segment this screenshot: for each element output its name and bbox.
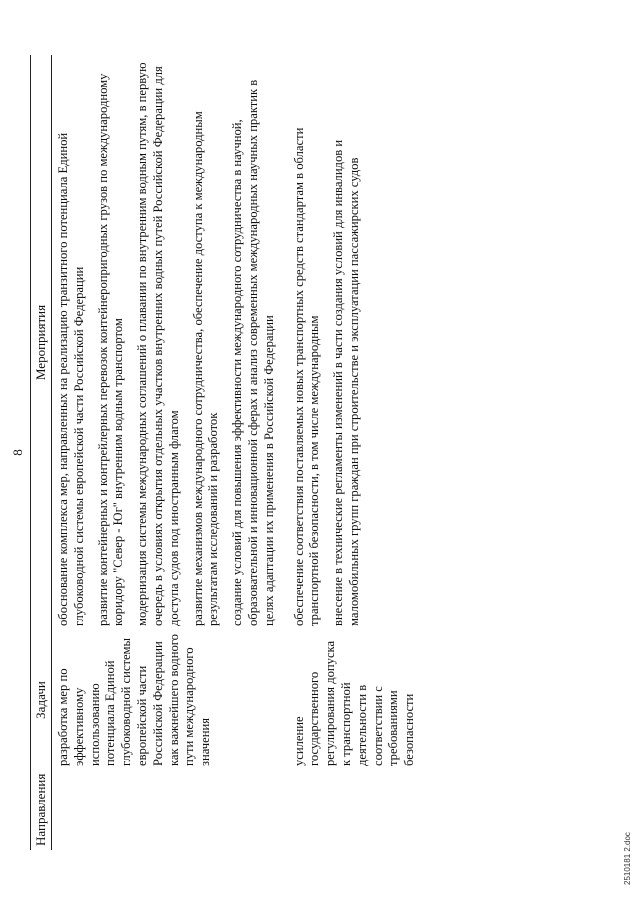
measures-table (30, 55, 420, 850)
page-number: 8 (10, 449, 25, 456)
direction-cell (52, 770, 288, 850)
task-cell: разработка мер по эффективному использованию потенциала Единой глубоководной системы европейской части Российской Федерации как важнейшего водного пути международного значения (56, 634, 213, 766)
measures-cell (52, 55, 288, 630)
table-row (288, 55, 420, 850)
measure-item: внесение в технические регламенты изменений в части создания условий для инвалидов и маломобильных групп граждан при строительстве и эксплуатации пассажирских судов (331, 139, 361, 626)
header-measures: Мероприятия (31, 55, 52, 630)
table-row (52, 55, 288, 850)
measure-item: модернизация системы международных соглашений о плавании по внутренним водным путям, в первую очередь в условиях открытия отдельных участков внутренних водных путей Российской Федерации для доступа судов под иностранным флагом (135, 62, 181, 626)
header-tasks: Задачи (31, 630, 52, 770)
measures-cell (288, 55, 420, 630)
measure-item: создание условий для повышения эффективности международного сотрудничества в научной, образовательной и инновационной сферах и анализ современных международных научных практик в целях адаптации их применения в Российской Федерации (230, 79, 276, 626)
measure-item: обоснование комплекса мер, направленных на реализацию транзитного потенциала Единой глубоководной системы европейской части Российской Федерации (56, 132, 86, 626)
task-cell: усиление государственного регулирования допуска к транспортной деятельности в соответствии с требованиями безопасности (291, 640, 417, 766)
measure-item: обеспечение соответствия поставляемых новых транспортных средств стандартам в области транспортной безопасности, в том числе международным (291, 127, 322, 626)
header-directions: Направления (31, 770, 52, 850)
measure-item: развитие механизмов международного сотрудничества, обеспечение доступа к международным результатам исследований и разработок (190, 111, 221, 626)
document-code: 2510181 2.doc (623, 832, 632, 885)
direction-cell (288, 770, 420, 850)
measure-item: развитие контейнерных и контрейлерных перевозок контейнеропригодных грузов по международному коридору "Север - Юг" внутренним водным транспортом (95, 73, 126, 626)
table-header-row (31, 55, 52, 850)
